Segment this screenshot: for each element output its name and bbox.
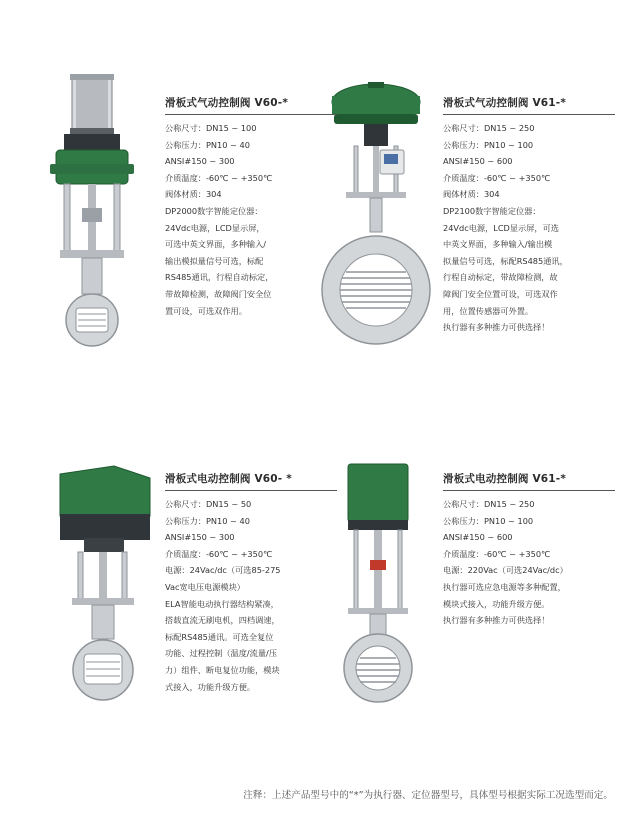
spec-line: 介质温度：-60℃ ~ +350℃ [443,172,551,183]
spec-line: ANSI#150 ~ 300 [165,156,235,167]
spec-line: 介质温度：-60℃ ~ +350℃ [165,172,273,183]
spec-line: 公称压力：PN10 ~ 40 [165,515,250,526]
spec-line: 力）组件、断电复位功能，模块 [165,664,280,675]
spec-line: 模块式接入，功能升级方便。 [443,598,550,609]
spec-line: ANSI#150 ~ 300 [165,532,235,543]
spec-block-pneumatic-v60 [165,95,337,319]
spec-line: 执行器有多种推力可供选择！ [443,615,550,626]
product-title: 滑板式电动控制阀 V61-* [443,471,615,491]
spec-line: 搭载直流无刷电机，四档调速， [165,615,280,626]
spec-lines [165,120,337,319]
spec-line: ELA智能电动执行器结构紧凑， [165,598,279,609]
spec-line: 阀体材质：304 [165,189,222,200]
spec-line: 公称尺寸：DN15 ~ 250 [443,499,535,509]
spec-line: 可选中英文界面，多种输入/ [165,239,267,250]
spec-line: 拟量信号可选，标配RS485通讯， [443,255,568,266]
spec-lines [443,120,615,336]
spec-line: 公称尺寸：DN15 ~ 100 [165,123,257,133]
product-image-electric-v60 [54,464,154,704]
spec-line: 标配RS485通讯。可选全复位 [165,631,274,642]
product-image-pneumatic-v60 [42,72,142,347]
spec-line: 公称压力：PN10 ~ 40 [165,139,250,150]
footnote: 注释：上述产品型号中的“*”为执行器、定位器型号，具体型号根据实际工况选型而定。 [243,790,613,801]
spec-line: 置可设，可选双作用。 [165,305,247,316]
spec-line: 24Vdc电源，LCD显示屏， [165,222,265,233]
spec-line: 功能、过程控制（温度/流量/压 [165,648,277,659]
spec-line: 公称压力：PN10 ~ 100 [443,515,534,526]
spec-lines [165,496,337,695]
spec-line: 24Vdc电源，LCD显示屏，可选 [443,222,559,233]
product-title: 滑板式气动控制阀 V61-* [443,95,615,115]
spec-line: 式接入，功能升级方便。 [165,681,256,692]
spec-line: ANSI#150 ~ 600 [443,156,513,167]
spec-line: 电源：24Vac/dc（可选85-275 [165,565,281,576]
spec-block-electric-v61 [443,471,615,629]
spec-line: 带故障检测，故障阀门安全位 [165,288,272,299]
spec-line: 行程自动标定，带故障检测，故 [443,272,558,283]
spec-line: 障阀门安全位置可设，可选双作 [443,288,558,299]
spec-line: 公称尺寸：DN15 ~ 50 [165,499,252,509]
spec-line: 输出模拟量信号可选，标配 [165,255,264,266]
spec-line: DP2100数字智能定位器： [443,205,541,216]
spec-line: 介质温度：-60℃ ~ +350℃ [443,548,551,559]
spec-line: 介质温度：-60℃ ~ +350℃ [165,548,273,559]
spec-block-pneumatic-v61 [443,95,615,336]
spec-line: 用，位置传感器可外置。 [443,305,534,316]
spec-line: DP2000数字智能定位器： [165,205,263,216]
spec-line: 中英文界面，多种输入/输出模 [443,239,553,250]
spec-block-electric-v60 [165,471,337,695]
product-title: 滑板式气动控制阀 V60-* [165,95,337,115]
spec-line: 电源：220Vac（可选24Vac/dc） [443,565,568,576]
spec-lines [443,496,615,629]
spec-line: 执行器可选应急电源等多种配置， [443,581,566,592]
spec-line: ANSI#150 ~ 600 [443,532,513,543]
product-title: 滑板式电动控制阀 V60- * [165,471,337,491]
spec-line: 公称尺寸：DN15 ~ 250 [443,123,535,133]
product-image-electric-v61 [334,460,424,710]
spec-line: 执行器有多种推力可供选择！ [443,322,550,333]
spec-line: 公称压力：PN10 ~ 100 [443,139,534,150]
spec-line: 阀体材质：304 [443,189,500,200]
spec-line: Vac宽电压电源模块） [165,581,245,592]
spec-line: RS485通讯，行程自动标定， [165,272,274,283]
